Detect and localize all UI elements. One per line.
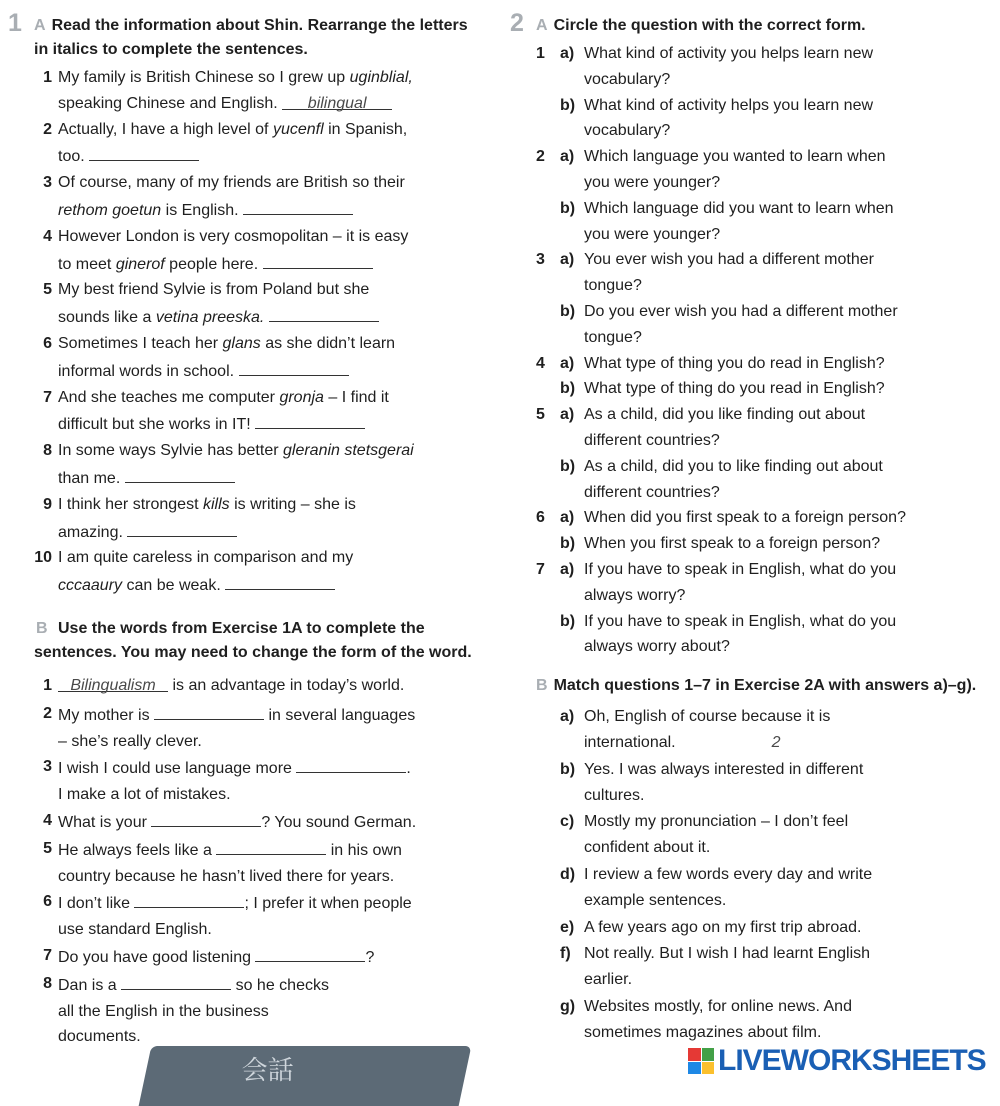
option-text: If you have to speak in English, what do you (584, 612, 897, 630)
sentence-text: in Spanish, (323, 120, 408, 138)
exercise-number: 2 (510, 9, 524, 37)
sentence-text: ; I prefer it when people (244, 895, 412, 913)
answer-blank[interactable] (239, 357, 349, 376)
sentence-text: Actually, I have a high level of (58, 120, 273, 138)
answer-item (510, 915, 992, 941)
question-option[interactable] (510, 531, 992, 557)
sentence-text: too. (58, 148, 90, 166)
item-number: 6 (536, 509, 545, 527)
item-number: 5 (536, 406, 545, 424)
answer-blank[interactable] (225, 571, 335, 590)
option-text: What type of thing do you read in English? (584, 380, 885, 398)
answer-blank[interactable] (58, 673, 168, 692)
answer-blank[interactable] (296, 754, 406, 773)
question-option[interactable] (510, 376, 992, 402)
answer-text: I review a few words every day and write (584, 865, 873, 883)
sentence-text: However London is very cosmopolitan – it is easy (58, 227, 409, 245)
list-item (8, 971, 486, 1050)
option-letter: a) (560, 251, 575, 269)
answer-text: international. (584, 733, 676, 751)
option-text: always worry? (584, 586, 686, 604)
answer-blank[interactable] (151, 808, 261, 827)
answer-blank[interactable] (127, 518, 237, 537)
scrambled-word: ginerof (115, 255, 165, 273)
option-text: you were younger? (584, 225, 721, 243)
answer-blank[interactable] (255, 410, 365, 429)
item-number: 1 (43, 676, 52, 694)
option-text: you were younger? (584, 173, 721, 191)
list-item (8, 385, 486, 439)
option-letter: a) (560, 406, 575, 424)
scrambled-word: kills (202, 495, 230, 513)
answer-item (510, 809, 992, 861)
sentence-text: ? You sound German. (261, 813, 417, 831)
sentence-text: I make a lot of mistakes. (58, 786, 231, 804)
scrambled-word: gleranin stetsgerai (282, 442, 414, 460)
answer-blank[interactable] (243, 196, 353, 215)
sentence-text: Sometimes I teach her (58, 334, 223, 352)
option-text: always worry about? (584, 638, 730, 656)
logo-tile (702, 1048, 715, 1061)
option-text: What kind of activity helps you learn new (584, 96, 874, 114)
exercise-2b-heading (510, 674, 992, 698)
exercise-1a-list (8, 65, 486, 599)
option-text: Which language you wanted to learn when (584, 148, 886, 166)
answer-text: Bilingualism (70, 676, 156, 694)
sentence-text: I don’t like (58, 895, 135, 913)
option-text: What kind of activity you helps learn new (584, 45, 874, 62)
scrambled-word: cccaaury (58, 577, 123, 595)
option-text: If you have to speak in English, what do you (584, 560, 897, 578)
option-text: vocabulary? (584, 122, 671, 140)
item-number: 7 (43, 946, 52, 964)
logo-tile (702, 1062, 715, 1075)
sentence-text: sounds like a (58, 309, 156, 327)
answer-blank[interactable] (216, 836, 326, 855)
list-item (8, 224, 486, 278)
list-item (8, 836, 486, 890)
item-number: 2 (536, 148, 545, 166)
question-option[interactable] (510, 505, 992, 531)
option-text: What type of thing you do read in English? (584, 354, 885, 372)
sentence-text: He always feels like a (58, 841, 217, 859)
question-option[interactable] (510, 247, 992, 299)
item-number: 4 (536, 354, 545, 372)
sentence-text: – I find it (323, 388, 389, 406)
item-number: 5 (43, 839, 52, 857)
item-number: 5 (43, 281, 52, 299)
answer-item (510, 994, 992, 1046)
list-item (8, 943, 486, 971)
scrambled-word: vetina preeska. (155, 309, 265, 327)
option-letter: c) (560, 813, 575, 831)
list-item (8, 170, 486, 224)
item-number: 4 (43, 811, 52, 829)
question-option[interactable] (510, 41, 992, 93)
liveworksheets-logo (688, 1044, 986, 1078)
sentence-text: I wish I could use language more (58, 760, 297, 778)
answer-text: Mostly my pronunciation – I don’t feel (584, 813, 849, 831)
sentence-text: – she’s really clever. (58, 732, 202, 750)
item-number: 3 (43, 174, 52, 192)
exercise-1b-heading (8, 617, 486, 665)
option-text: tongue? (584, 328, 642, 346)
sentence-text: In some ways Sylvie has better (58, 442, 283, 460)
item-number: 3 (43, 758, 52, 776)
exercise-instruction: Match questions 1–7 in Exercise 2A with answers a)–g). (553, 677, 977, 695)
option-letter: b) (560, 302, 576, 320)
match-answer[interactable]: 2 (771, 733, 781, 751)
sentence-text: country because he hasn’t lived there for years. (58, 867, 395, 885)
exercise-1b-list (8, 673, 486, 1050)
option-letter: f) (560, 945, 571, 963)
sentence-text: to meet (58, 255, 116, 273)
option-text: different countries? (584, 483, 720, 501)
option-letter: a) (560, 560, 575, 578)
sentence-text: My best friend Sylvie is from Poland but she (58, 281, 370, 299)
option-letter: g) (560, 997, 576, 1015)
book-kanji: 会話 (241, 1056, 294, 1086)
list-item (8, 545, 486, 599)
answer-blank[interactable] (125, 464, 235, 483)
answer-item (510, 704, 992, 756)
answer-text: Yes. I was always interested in different (584, 760, 864, 778)
question-option[interactable] (510, 299, 992, 351)
list-item (8, 808, 486, 836)
item-number: 10 (34, 549, 52, 567)
sentence-text: ? (365, 948, 375, 966)
sentence-text: in his own (326, 841, 402, 859)
question-option[interactable] (510, 557, 992, 609)
item-number: 8 (43, 442, 52, 460)
option-text: tongue? (584, 277, 642, 295)
answer-item (510, 941, 992, 993)
sentence-text: all the English in the business (58, 1002, 269, 1020)
answer-blank[interactable] (89, 142, 199, 161)
answer-blank[interactable] (121, 971, 231, 990)
scrambled-word: gronja (279, 388, 324, 406)
option-letter: a) (560, 45, 575, 62)
logo-tile (688, 1062, 701, 1075)
exercise-letter: B (36, 619, 48, 637)
option-text: vocabulary? (584, 70, 671, 88)
question-option[interactable] (510, 402, 992, 454)
item-number: 1 (536, 45, 545, 62)
list-item (8, 492, 486, 546)
sentence-text: can be weak. (122, 577, 226, 595)
answer-text: example sentences. (584, 891, 727, 909)
option-text: Do you ever wish you had a different mother (584, 302, 898, 320)
exercise-2b-list (510, 704, 992, 1045)
question-option[interactable] (510, 609, 992, 661)
exercise-letter: A (536, 17, 548, 34)
option-text: As a child, did you like finding out about (584, 406, 866, 424)
list-item (8, 438, 486, 492)
option-text: different countries? (584, 431, 720, 449)
sentence-text: I think her strongest (58, 495, 203, 513)
sentence-text: is an advantage in today’s world. (168, 676, 405, 694)
option-letter: b) (560, 612, 576, 630)
exercise-instruction: Circle the question with the correct form. (553, 17, 866, 34)
answer-blank[interactable] (269, 303, 379, 322)
exercise-1a-heading (8, 9, 486, 62)
exercise-number: 1 (8, 9, 22, 37)
answer-blank[interactable] (255, 943, 365, 962)
option-letter: b) (560, 199, 576, 217)
list-item (8, 754, 486, 808)
sentence-text: than me. (58, 469, 125, 487)
question-option[interactable] (510, 454, 992, 506)
item-number: 9 (43, 495, 52, 513)
sentence-text: Do you have good listening (58, 948, 256, 966)
scrambled-word: yucenfl (272, 120, 324, 138)
answer-blank[interactable] (134, 889, 244, 908)
item-number: 4 (43, 227, 52, 245)
exercise-instruction: Use the words from Exercise 1A to complete the sentences. You may need to change the form of the word. (34, 619, 472, 661)
answer-text: earlier. (584, 971, 633, 989)
sentence-text: informal words in school. (58, 362, 239, 380)
question-option[interactable] (510, 196, 992, 248)
option-text: When you first speak to a foreign person? (584, 535, 881, 553)
scrambled-word: rethom goetun (58, 201, 162, 219)
sentence-text: My family is British Chinese so I grew up (58, 69, 350, 86)
question-option[interactable] (510, 351, 992, 377)
list-item (8, 701, 486, 755)
sentence-text: so he checks (231, 976, 329, 994)
exercise-letter: A (34, 17, 46, 34)
sentence-text: is writing – she is (229, 495, 356, 513)
answer-text: Oh, English of course because it is (584, 708, 831, 726)
option-letter: a) (560, 354, 575, 372)
answer-text: A few years ago on my first trip abroad. (584, 918, 862, 936)
sentence-text: I am quite careless in comparison and my (58, 549, 354, 567)
exercise-letter: B (536, 677, 548, 695)
option-letter: e) (560, 918, 575, 936)
answer-blank[interactable] (263, 250, 373, 269)
sentence-text: in several languages (264, 706, 416, 724)
sentence-text: What is your (58, 813, 152, 831)
option-letter: a) (560, 509, 575, 527)
sentence-text: Dan is a (58, 976, 122, 994)
sentence-text: difficult but she works in IT! (58, 416, 256, 434)
sentence-text: as she didn’t learn (260, 334, 396, 352)
question-option[interactable] (510, 144, 992, 196)
answer-text: confident about it. (584, 839, 711, 857)
book-illustration (139, 1046, 472, 1106)
item-number: 1 (43, 69, 52, 86)
scrambled-word: uginblial, (349, 69, 413, 86)
exercise-1-column (8, 9, 486, 1050)
list-item (8, 65, 486, 117)
answer-item (510, 862, 992, 914)
option-letter: b) (560, 380, 576, 398)
exercise-2-column (510, 9, 992, 1046)
sentence-text: speaking Chinese and English. (58, 94, 283, 112)
option-letter: b) (560, 535, 576, 553)
option-letter: b) (560, 96, 576, 114)
sentence-text: documents. (58, 1028, 141, 1046)
answer-text: Websites mostly, for online news. And (584, 997, 852, 1015)
item-number: 6 (43, 893, 52, 911)
answer-blank[interactable] (154, 701, 264, 720)
option-letter: b) (560, 760, 576, 778)
exercise-2a-list (510, 41, 992, 660)
question-option[interactable] (510, 93, 992, 145)
logo-text: LIVEWORKSHEETS (718, 1044, 986, 1077)
exercise-instruction: Read the information about Shin. Rearrange the letters in italics to complete the sentences. (34, 17, 468, 58)
item-number: 3 (536, 251, 545, 269)
exercise-2a-heading (510, 9, 992, 38)
sentence-text: people here. (164, 255, 263, 273)
option-text: You ever wish you had a different mother (584, 251, 874, 269)
list-item (8, 673, 486, 699)
sentence-text: And she teaches me computer (58, 388, 280, 406)
option-text: As a child, did you to like finding out about (584, 457, 883, 475)
scrambled-word: glans (222, 334, 261, 352)
item-number: 7 (43, 388, 52, 406)
option-text: When did you first speak to a foreign person? (584, 509, 906, 527)
list-item (8, 331, 486, 385)
item-number: 8 (43, 974, 52, 992)
logo-tile (688, 1048, 701, 1061)
item-number: 7 (536, 560, 545, 578)
answer-item (510, 757, 992, 809)
answer-text: Not really. But I wish I had learnt English (584, 945, 871, 963)
sentence-text: amazing. (58, 523, 128, 541)
item-number: 2 (43, 120, 52, 138)
sentence-text: is English. (161, 201, 243, 219)
item-number: 2 (43, 704, 52, 722)
sentence-text: Of course, many of my friends are British so their (58, 174, 405, 192)
answer-blank[interactable] (282, 91, 392, 110)
list-item (8, 117, 486, 171)
sentence-text: My mother is (58, 706, 155, 724)
list-item (8, 277, 486, 331)
item-number: 6 (43, 334, 52, 352)
sentence-text: . (406, 760, 411, 778)
option-letter: a) (560, 148, 575, 166)
answer-text: cultures. (584, 786, 645, 804)
answer-text: bilingual (307, 94, 367, 112)
sentence-text: use standard English. (58, 921, 212, 939)
option-letter: d) (560, 865, 576, 883)
answer-text: sometimes magazines about film. (584, 1023, 822, 1041)
option-letter: a) (560, 708, 575, 726)
list-item (8, 889, 486, 943)
option-letter: b) (560, 457, 576, 475)
logo-icon (688, 1048, 714, 1074)
option-text: Which language did you want to learn when (584, 199, 894, 217)
